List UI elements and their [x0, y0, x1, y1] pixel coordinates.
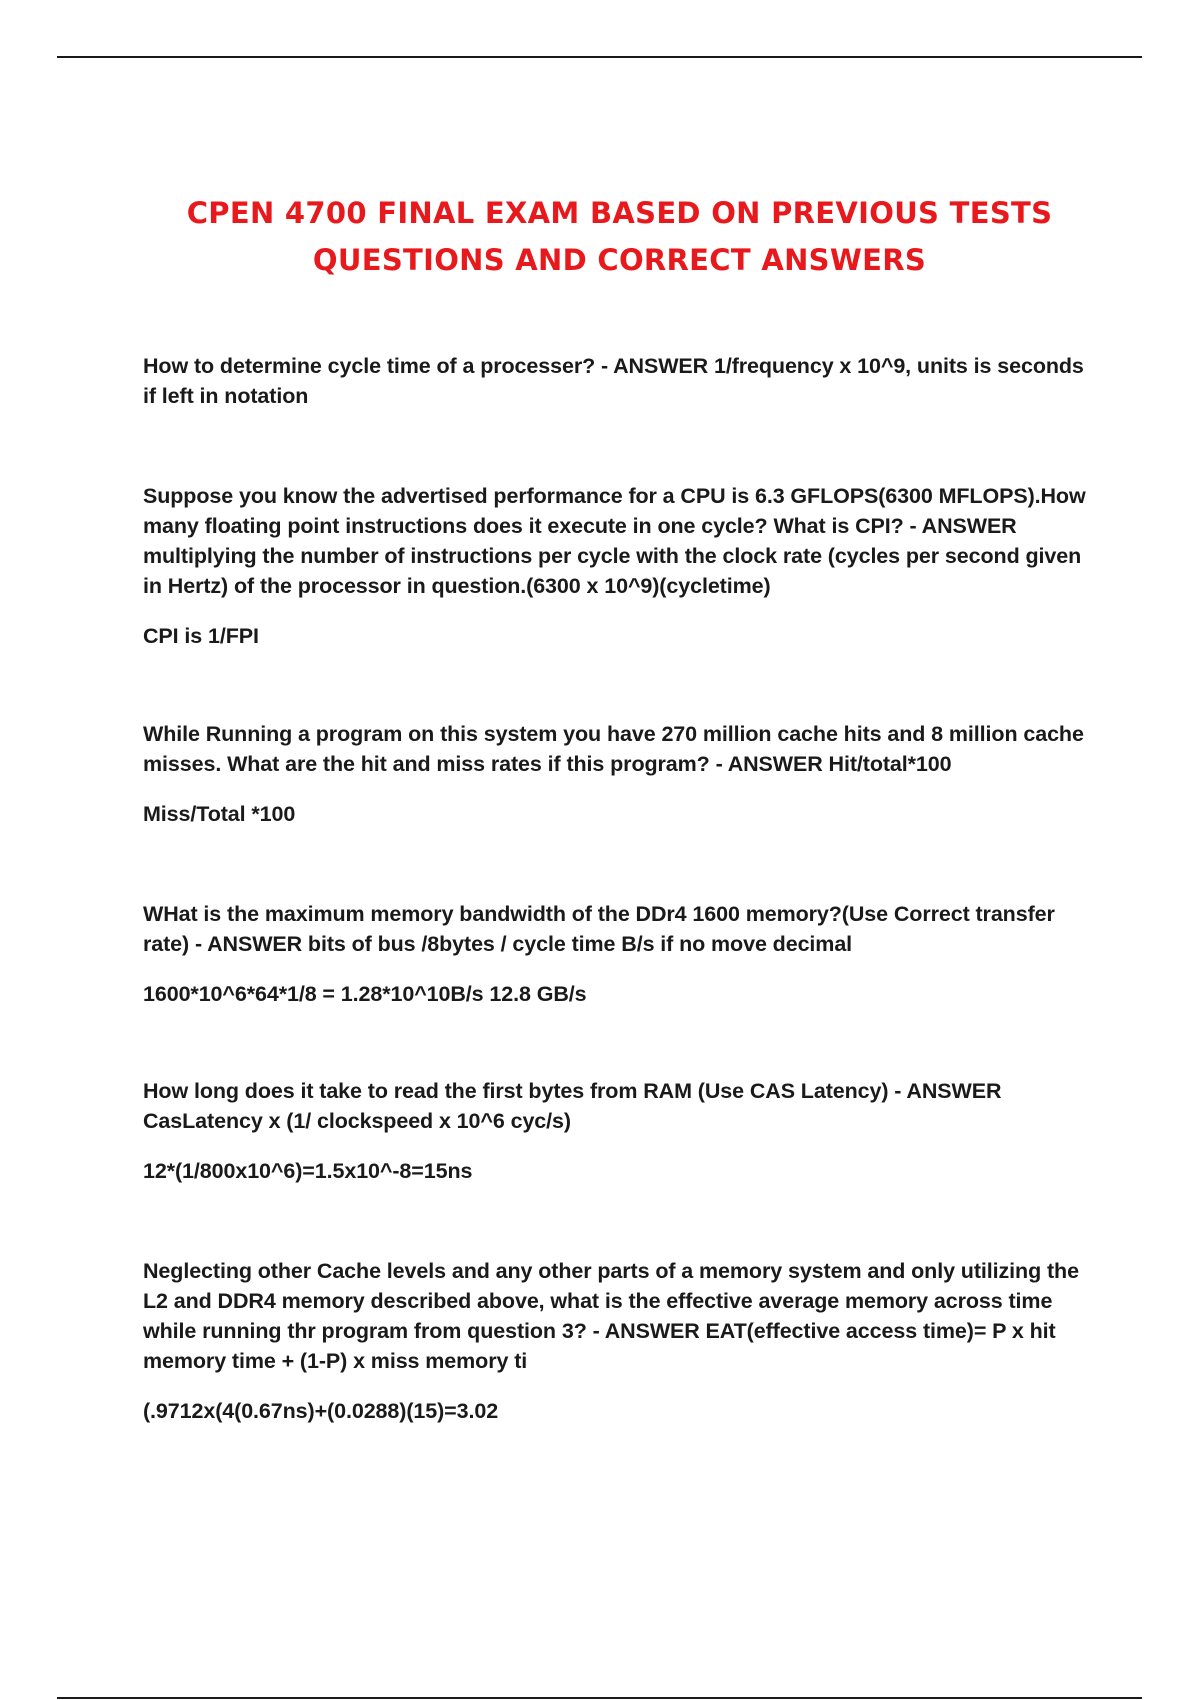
bottom-divider — [57, 1697, 1142, 1699]
qa-item — [143, 1076, 1098, 1186]
qa-text: While Running a program on this system you have 270 million cache hits and 8 million cache misses. What are the hit and miss rates if this program? - ANSWER Hit/total*100 — [143, 722, 1084, 776]
qa-item — [143, 481, 1098, 651]
qa-answer-extra: 12*(1/800x10^6)=1.5x10^-8=15ns — [143, 1159, 473, 1183]
qa-text: Suppose you know the advertised performance for a CPU is 6.3 GFLOPS(6300 MFLOPS).How many floating point instructions does it execute in one cycle? What is CPI? - ANSWER multiplying the number of instructions per cycle with the clock rate (cycles per second given in Hertz) of the processor in question.(6300 x 10^9)(cycletime) — [143, 484, 1086, 598]
qa-answer-extra: Miss/Total *100 — [143, 802, 296, 826]
qa-answer-extra: 1600*10^6*64*1/8 = 1.28*10^10B/s 12.8 GB/s — [143, 982, 587, 1006]
title-line-1: CPEN 4700 FINAL EXAM BASED ON PREVIOUS TESTS — [186, 196, 1053, 230]
qa-text: Neglecting other Cache levels and any other parts of a memory system and only utilizing the L2 and DDR4 memory described above, what is the effective average memory across time while running thr program from question 3? - ANSWER EAT(effective access time)= P x hit memory time + (1-P) x miss memory ti — [143, 1259, 1079, 1373]
qa-answer-extra: CPI is 1/FPI — [143, 624, 259, 648]
qa-text: How long does it take to read the first bytes from RAM (Use CAS Latency) - ANSWER CasLatency x (1/ clockspeed x 10^6 cyc/s) — [143, 1079, 1002, 1133]
qa-text: How to determine cycle time of a processer? - ANSWER 1/frequency x 10^9, units is seconds if left in notation — [143, 354, 1084, 408]
document-title — [57, 190, 1182, 284]
qa-text: WHat is the maximum memory bandwidth of the DDr4 1600 memory?(Use Correct transfer rate) - ANSWER bits of bus /8bytes / cycle time B/s if no move decimal — [143, 902, 1055, 956]
qa-item — [143, 899, 1098, 1009]
title-line-2: QUESTIONS AND CORRECT ANSWERS — [312, 243, 927, 277]
qa-item — [143, 719, 1098, 829]
qa-answer-extra: (.9712x(4(0.67ns)+(0.0288)(15)=3.02 — [143, 1399, 499, 1423]
top-divider — [57, 56, 1142, 58]
qa-item — [143, 1256, 1098, 1426]
qa-item — [143, 351, 1098, 411]
